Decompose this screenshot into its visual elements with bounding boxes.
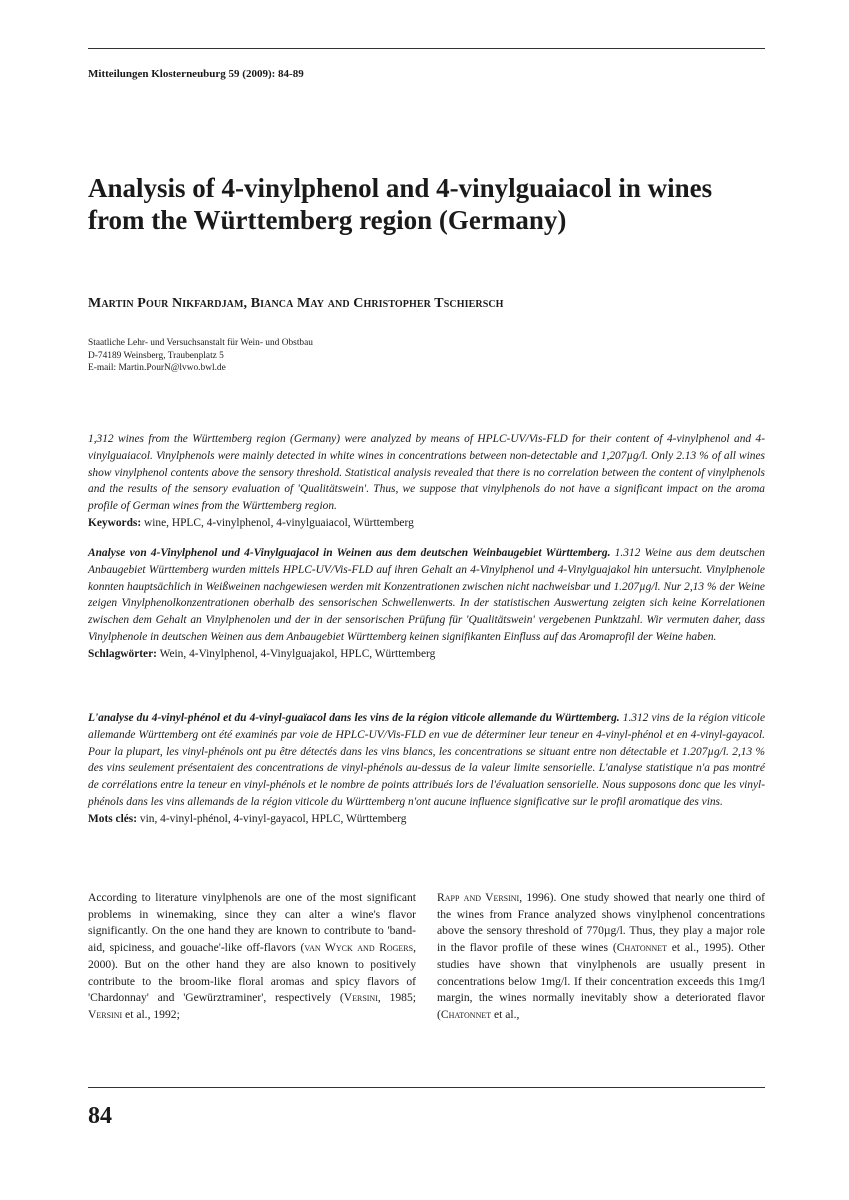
citation: Chatonnet — [440, 1007, 492, 1021]
schlagwoerter-value: Wein, 4-Vinylphenol, 4-Vinylguajakol, HPLC, Württemberg — [159, 647, 436, 660]
footer-rule — [88, 1087, 765, 1088]
keywords-line — [88, 515, 765, 532]
citation: Chatonnet — [616, 941, 667, 955]
abstract-german-title: Analyse von 4-Vinylphenol und 4-Vinylguajacol in Weinen aus dem deutschen Weinbaugebiet Württemberg. — [88, 547, 611, 559]
keywords-value: wine, HPLC, 4-vinylphenol, 4-vinylguaiacol, Württemberg — [144, 516, 414, 529]
schlagwoerter-line — [88, 646, 765, 663]
page-number: 84 — [88, 1103, 112, 1129]
schlagwoerter-label: Schlagwörter: — [88, 647, 157, 660]
abstract-german — [88, 545, 765, 663]
abstract-english-text: 1,312 wines from the Württemberg region (Germany) were analyzed by means of HPLC-UV/Vis-FLD for their content of 4-vinylphenol and 4-vinylguaiacol. Vinylphenols were mainly detected in white wines in concentrations between non-detectable and 1,207µg/l. Only 2.13 % of all wines show vinylphenol contents above the sensory threshold. Statistical analysis revealed that there is no correlation between the content of vinylphenols and the results of the sensory evaluation of 'Qualitätswein'. Thus, we suppose that vinylphenols do not have a significant impact on the aroma profile of German wines from the Württemberg region. — [88, 433, 765, 513]
abstract-french — [88, 710, 765, 828]
author-list: Martin Pour Nikfardjam, Bianca May and Christopher Tschiersch — [88, 296, 504, 311]
header-rule — [88, 48, 765, 49]
abstract-french-text: 1.312 vins de la région viticole allemande Württemberg ont été examinés par voie de HPLC-UV/Vis-FLD en vue de déterminer leur teneur en 4-vinyl-phénol et en 4-vinyl-gayacol. Pour la plupart, les vinyl-phénols ont pu être détectés dans les vins blancs, les concentrations se situant entre non détectable et 1.207µg/l. 2,13 % des vins seulement présentaient des concentrations de vinyl-phénols au-dessus de la valeur limite sensorielle. L'analyse statistique n'a pas montré de corrélations entre la teneur en vinyl-phénols et le nombre de points attribués lors de l'évaluation sensorielle. Nous supposons donc que les vinyl-phénols dans les vins allemands de la région viticole du Württemberg n'ont aucune influence significative sur le profil aromatique des vins. — [88, 712, 765, 808]
affiliation-address: D-74189 Weinsberg, Traubenplatz 5 — [88, 350, 224, 361]
body-column-left: According to literature vinylphenols are one of the most significant problems in winemaking, since they can alter a wine's flavor significantly. On the one hand they are known to contribute to 'band-aid, spiciness, and gouache'-like off-flavors (van Wyck and Rogers, 2000). But on the other hand they are also known to positively contribute to the broom-like floral aromas and spicy flavors of 'Chardonnay' and 'Gewürztraminer', respectively (Versini, 1985; Versini et al., 1992; — [88, 891, 416, 1021]
affiliation-institution: Staatliche Lehr- und Versuchsanstalt für Wein- und Obstbau — [88, 338, 313, 348]
mots-cles-value: vin, 4-vinyl-phénol, 4-vinyl-gayacol, HPLC, Württemberg — [139, 812, 407, 825]
abstract-english — [88, 431, 765, 532]
abstract-german-text: 1.312 Weine aus dem deutschen Anbaugebiet Württemberg wurden mittels HPLC-UV/Vis-FLD auf ihren Gehalt an 4-Vinylphenol und 4-Vinylguajakol hin untersucht. Vinylphenole konnten hauptsächlich in Weißweinen nachgewiesen werden mit Konzentrationen zwischen nicht nachweisbar und 1.207µg/l. Nur 2,13 % der Weine zeigen Vinylphenolkonzentrationen oberhalb des sensorischen Schwellenwerts. In der statistischen Auswertung zeigten sich keine Korrelationen zwischen dem Gehalt an Vinylphenolen und der in der sensorischen Prüfung für 'Qualitätswein' vergebenen Punktzahl. Wir vermuten daher, dass Vinylphenole in deutschen Weinen aus dem Anbaugebiet Württemberg keinen signifikanten Einfluss auf das Aromaprofil der Weine haben. — [88, 547, 765, 643]
keywords-label: Keywords: — [88, 516, 142, 529]
citation: van Wyck and Rogers — [304, 941, 414, 955]
citation: Versini — [343, 991, 378, 1005]
mots-cles-line — [88, 811, 765, 828]
abstract-french-title: L'analyse du 4-vinyl-phénol et du 4-vinyl-guaïacol dans les vins de la région viticole allemande du Württemberg. — [88, 712, 620, 724]
article-title: Analysis of 4-vinylphenol and 4-vinylguaiacol in wines from the Württemberg region (Germany) — [88, 173, 713, 235]
affiliation-block — [88, 337, 313, 375]
citation: Versini — [88, 1007, 123, 1021]
journal-reference: Mitteilungen Klosterneuburg 59 (2009): 84-89 — [88, 68, 304, 80]
body-column-right: Rapp and Versini, 1996). One study showed that nearly one third of the wines from France analyzed shows vinylphenol concentrations above the sensory threshold of 770µg/l. Thus, they play a major role in the flavor profile of these wines (Chatonnet et al., 1995). Other studies have shown that vinylphenols are usually present in concentrations below 1mg/l. If their concentration exceeds this 1mg/l margin, the wines normally inevitably show a deteriorated flavor (Chatonnet et al., — [437, 891, 766, 1021]
mots-cles-label: Mots clés: — [88, 812, 138, 825]
citation: Rapp and Versini — [437, 891, 520, 904]
affiliation-email: E-mail: Martin.PourN@lvwo.bwl.de — [88, 363, 226, 374]
